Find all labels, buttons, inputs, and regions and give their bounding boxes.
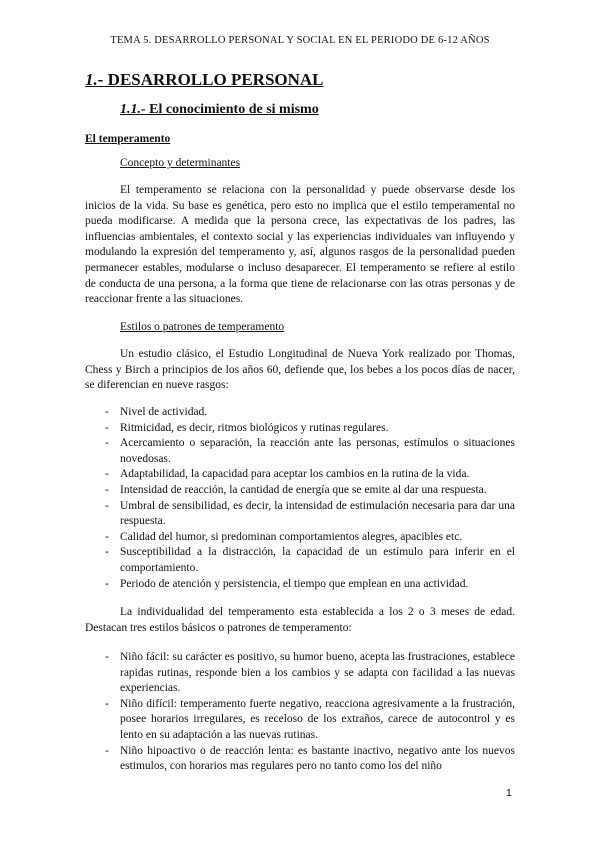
dash-bullet: -: [105, 468, 109, 481]
dash-bullet: -: [105, 483, 109, 496]
list-item: - Acercamiento o separación, la reacción ante las personas, estímulos o situaciones novedosas.: [105, 437, 515, 465]
section-number: 1.-: [85, 70, 104, 89]
subsection-number: 1.1.-: [120, 102, 146, 117]
list-item: - Calidad del humor, si predominan comportamientos alegres, apacibles etc.: [85, 530, 515, 546]
list-item: - Periodo de atención y persistencia, el tiempo que emplean en una actividad.: [85, 577, 515, 593]
list-item: - Susceptibilidad a la distracción, la capacidad de un estímulo para inferir en el comportamiento.: [105, 546, 515, 574]
page-number: 1: [506, 787, 512, 799]
dash-bullet: -: [105, 546, 109, 559]
list-item: - Nivel de actividad.: [85, 405, 515, 421]
paragraph-individuality: La individualidad del temperamento esta establecida a los 2 o 3 meses de edad. Destacan tres estilos básicos o patrones de temperamento:: [85, 606, 515, 634]
dash-bullet: -: [105, 499, 109, 512]
page-header: TEMA 5. DESARROLLO PERSONAL Y SOCIAL EN EL PERIODO DE 6-12 AÑOS: [110, 35, 490, 46]
dash-bullet: -: [105, 744, 109, 757]
styles-heading: Estilos o patrones de temperamento: [120, 321, 285, 333]
list-item: - Niño difícil: temperamento fuerte negativo, reacciona agresivamente a la frustración, posee horarios irregulares, es receloso de los extraños, carece de autocontrol y es lento en su adaptación a las nuevas rutinas.: [105, 697, 515, 741]
subsection-title: El conocimiento de si mismo: [145, 102, 319, 117]
list-item: - Niño fácil: su carácter es positivo, su humor bueno, acepta las frustraciones, establece rapidas rutinas, responde bien a los cambios y se adapta con facilidad a las nuevas experiencias.: [105, 651, 516, 695]
list-item: - Umbral de sensibilidad, es decir, la intensidad de estimulación necesaria para dar una respuesta.: [105, 499, 515, 528]
section-heading: [85, 70, 324, 90]
patterns-list: [85, 650, 515, 775]
dash-bullet: -: [105, 421, 109, 434]
subsection-heading: [120, 102, 319, 118]
topic-heading: El temperamento: [85, 133, 171, 145]
section-title: DESARROLLO PERSONAL: [103, 70, 324, 89]
dash-bullet: -: [105, 406, 109, 418]
concept-heading: Concepto y determinantes: [120, 157, 241, 169]
list-item: - Adaptabilidad, la capacidad para aceptar los cambios en la rutina de la vida.: [85, 467, 515, 483]
dash-bullet: -: [105, 437, 109, 450]
dash-bullet: -: [105, 651, 109, 663]
dash-bullet: -: [105, 577, 109, 590]
list-item: - Ritmicidad, es decir, ritmos biológicos y rutinas regulares.: [85, 421, 515, 437]
list-item: - Niño hipoactivo o de reacción lenta: es bastante inactivo, negativo ante los nuevos estimulos, con horarios mas regulares pero no tanto como los del niño: [105, 744, 515, 773]
dash-bullet: -: [105, 697, 109, 710]
paragraph-study: Un estudio clásico, el Estudio Longitudinal de Nueva York realizado por Thomas, Chess y Birch a principios de los años 60, defiende que, los bebes a los pocos días de nacer, se diferencian en nueve rasgos:: [85, 348, 515, 392]
traits-list: [85, 405, 515, 592]
list-item: - Intensidad de reacción, la cantidad de energía que se emite al dar una respuesta.: [85, 483, 515, 499]
dash-bullet: -: [105, 530, 109, 543]
paragraph-temperament: El temperamento se relaciona con la personalidad y puede observarse desde los inicios de la vida. Su base es genética, pero esto no implica que el estilo temperamental no pueda modificarse. A medida que la persona crece, las expectativas de los padres, las influencias ambientales, el contexto social y las experiencias individuales van influyendo y modulando la expresión del temperamento y, así, algunos rasgos de la personalidad pueden permanecer estables, modularse o incluso desaparecer. El temperamento se refiere al estilo de conducta de una persona, a la forma que tiene de relacionarse con las otras personas y de reaccionar frente a las situaciones.: [85, 184, 515, 306]
